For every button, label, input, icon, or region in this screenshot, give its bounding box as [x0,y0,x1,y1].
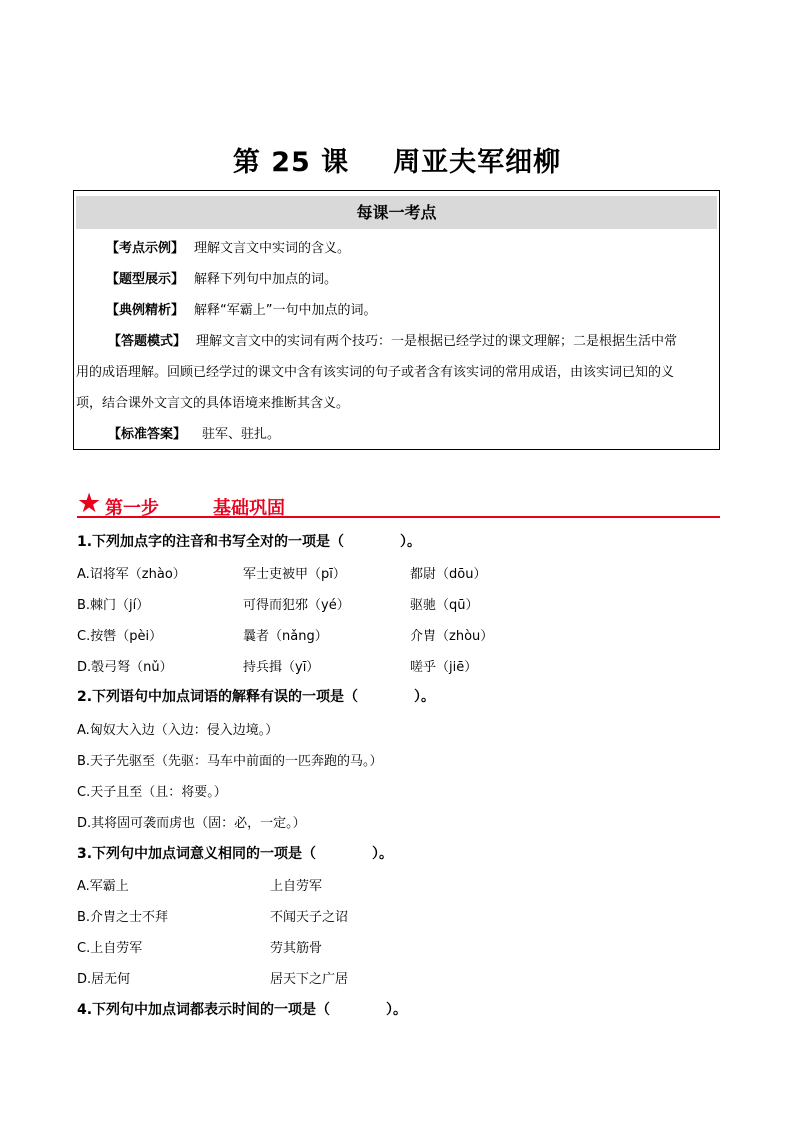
section-divider [77,516,720,518]
option-d: D.其将固可袭而虏也（固：必，一定。） [77,816,306,831]
answer-mode-label: 【答题模式】 [108,334,187,349]
exam-point-row [74,272,721,288]
lesson-name: 周亚夫军细柳 [393,147,562,178]
answer-mode-block [74,326,721,450]
question-stem: 1.下列加点字的注音和书写全对的一项是（ ）。 [77,534,422,550]
section-header [77,488,720,520]
option-b: B.棘门（jí） [77,598,150,613]
row-label: 【典例精析】 [106,303,185,318]
option-d-3: 嗟乎（jiē） [410,660,478,675]
option-c: C.按辔（pèi） [77,629,163,644]
option-a-2: 上自劳军 [270,879,323,894]
star-icon: ★ [77,488,102,519]
standard-answer-label: 【标准答案】 [108,427,187,442]
option-a-3: 都尉（dōu） [410,567,487,582]
option-a: A.军霸上 [77,879,129,894]
option-b: B.介胄之士不拜 [77,910,169,925]
option-b-2: 不闻天子之诏 [270,910,349,925]
answer-mode-text-3: 项，结合课外文言文的具体语境来推断其含义。 [76,396,350,411]
row-text: 解释“军霸上”一句中加点的词。 [194,303,377,318]
exam-point-row [74,303,721,319]
standard-answer-text: 驻军、驻扎。 [202,427,281,442]
option-b: B.天子先驱至（先驱：马车中前面的一匹奔跑的马。） [77,754,383,769]
option-a: A.匈奴大入边（入边：侵入边境。） [77,723,279,738]
question-stem: 4.下列句中加点词都表示时间的一项是（ ）。 [77,1002,408,1018]
option-d-2: 持兵揖（yī） [243,660,320,675]
option-a: A.诏将军（zhào） [77,567,186,582]
standard-answer-line [74,419,721,450]
answer-mode-text-2: 用的成语理解。回顾已经学过的课文中含有该实词的句子或者含有该实词的常用成语，由该实词已知的义 [76,365,675,380]
row-label: 【题型展示】 [106,272,185,287]
option-d-2: 居天下之广居 [270,972,349,987]
question-stem: 3.下列句中加点词意义相同的一项是（ ）。 [77,846,394,862]
option-d: D.居无何 [77,972,131,987]
option-d: D.彀弓弩（nǔ） [77,660,173,675]
lesson-title [0,140,794,179]
option-c-2: 劳其筋骨 [270,941,323,956]
answer-mode-text-1: 理解文言文中的实词有两个技巧：一是根据已经学过的课文理解；二是根据生活中常 [196,334,678,349]
row-label: 【考点示例】 [106,241,185,256]
section-step: 第一步 [105,498,159,519]
option-a-2: 军士吏被甲（pī） [243,567,346,582]
question-stem: 2.下列语句中加点词语的解释有误的一项是（ ）。 [77,689,436,705]
exam-point-box [73,190,720,450]
exam-point-row [74,241,721,257]
option-c: C.天子且至（且：将要。） [77,785,227,800]
option-c-2: 曩者（nǎng） [243,629,328,644]
row-text: 解释下列句中加点的词。 [194,272,338,287]
option-c: C.上自劳军 [77,941,143,956]
exam-point-heading: 每课一考点 [76,196,717,229]
lesson-number: 第 25 课 [232,147,350,178]
answer-mode-line [74,326,721,357]
option-b-3: 驱驰（qū） [410,598,479,613]
section-name: 基础巩固 [213,498,285,519]
row-text: 理解文言文中实词的含义。 [194,241,351,256]
option-b-2: 可得而犯邪（yé） [243,598,350,613]
option-c-3: 介胄（zhòu） [410,629,494,644]
